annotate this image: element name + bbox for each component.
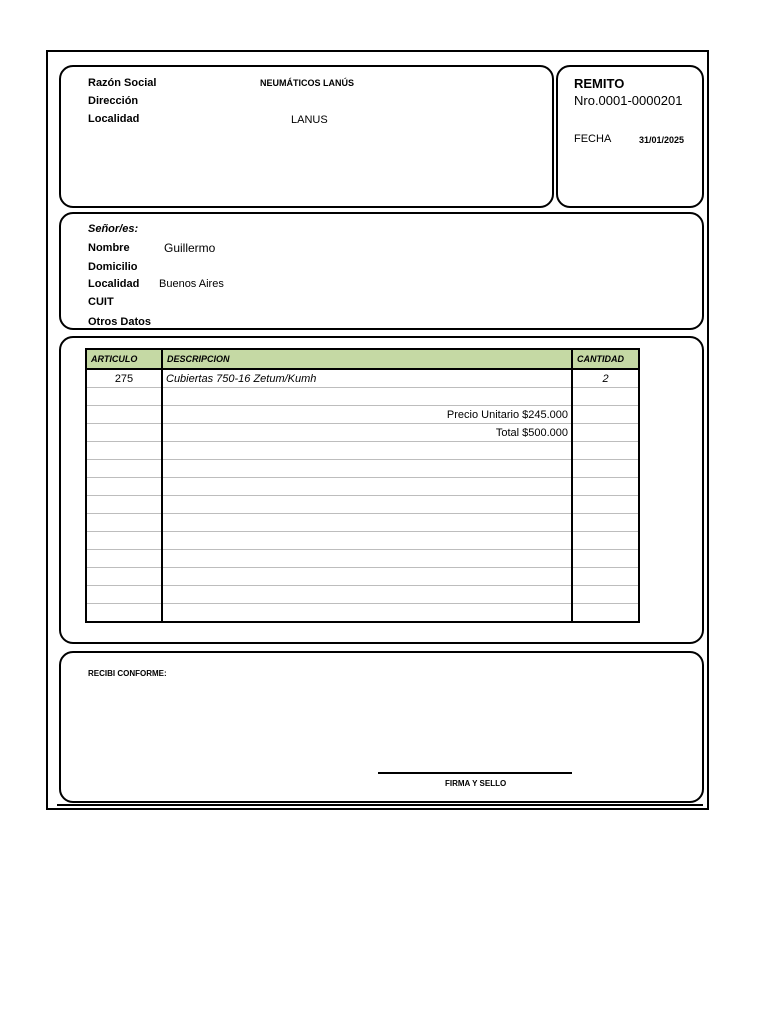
table-row	[86, 604, 639, 623]
articulo-cell	[86, 532, 162, 550]
cantidad-cell	[572, 406, 639, 424]
razon-social-value: NEUMÁTICOS LANÚS	[260, 78, 354, 88]
descripcion-cell	[162, 496, 572, 514]
descripcion-cell: Total $500.000	[162, 424, 572, 442]
localidad-label: Localidad	[88, 113, 140, 125]
remito-number: Nro.0001-0000201	[574, 93, 683, 108]
cantidad-cell	[572, 388, 639, 406]
table-row	[86, 442, 639, 460]
table-row	[86, 514, 639, 532]
articulo-cell	[86, 442, 162, 460]
table-row	[86, 568, 639, 586]
articulo-cell	[86, 604, 162, 623]
articulo-header: ARTICULO	[86, 349, 162, 369]
firma-y-sello-label: FIRMA Y SELLO	[445, 779, 507, 788]
table-row	[86, 388, 639, 406]
descripcion-header: DESCRIPCION	[162, 349, 572, 369]
descripcion-cell	[162, 460, 572, 478]
direccion-label: Dirección	[88, 95, 139, 107]
table-row	[86, 550, 639, 568]
articulo-cell	[86, 586, 162, 604]
descripcion-cell	[162, 604, 572, 623]
cantidad-cell	[572, 532, 639, 550]
descripcion-cell	[162, 532, 572, 550]
cantidad-cell: 2	[572, 369, 639, 388]
descripcion-cell	[162, 478, 572, 496]
articulo-cell: 275	[86, 369, 162, 388]
cantidad-cell	[572, 424, 639, 442]
remito-title: REMITO	[574, 76, 625, 91]
articulo-cell	[86, 550, 162, 568]
table-row	[86, 586, 639, 604]
table-row	[86, 460, 639, 478]
client-localidad-value: Buenos Aires	[159, 278, 224, 290]
articulo-cell	[86, 514, 162, 532]
recibi-conforme-label: RECIBI CONFORME:	[88, 669, 167, 678]
client-box	[59, 212, 704, 330]
client-heading: Señor/es:	[88, 223, 139, 235]
table-row	[86, 406, 639, 424]
cantidad-cell	[572, 604, 639, 623]
nombre-value: Guillermo	[164, 241, 216, 255]
articulo-cell	[86, 388, 162, 406]
articulo-cell	[86, 406, 162, 424]
items-table	[85, 348, 640, 623]
signature-line	[378, 772, 572, 774]
cantidad-cell	[572, 442, 639, 460]
cantidad-cell	[572, 496, 639, 514]
cantidad-cell	[572, 550, 639, 568]
articulo-cell	[86, 424, 162, 442]
domicilio-label: Domicilio	[88, 261, 138, 273]
nombre-label: Nombre	[88, 242, 130, 254]
cantidad-cell	[572, 478, 639, 496]
table-row	[86, 424, 639, 442]
cantidad-cell	[572, 460, 639, 478]
items-header-row	[86, 349, 639, 369]
descripcion-cell	[162, 550, 572, 568]
descripcion-cell	[162, 388, 572, 406]
fecha-value: 31/01/2025	[639, 135, 685, 145]
descripcion-cell	[162, 586, 572, 604]
descripcion-cell	[162, 514, 572, 532]
articulo-cell	[86, 496, 162, 514]
articulo-cell	[86, 568, 162, 586]
table-row	[86, 532, 639, 550]
razon-social-label: Razón Social	[88, 77, 157, 89]
table-row	[86, 496, 639, 514]
cantidad-cell	[572, 514, 639, 532]
otros-datos-label: Otros Datos	[88, 316, 151, 328]
articulo-cell	[86, 460, 162, 478]
fecha-label: FECHA	[574, 133, 612, 145]
descripcion-cell: Cubiertas 750-16 Zetum/Kumh	[162, 369, 572, 388]
cantidad-cell	[572, 568, 639, 586]
table-row	[86, 478, 639, 496]
cantidad-cell	[572, 586, 639, 604]
cantidad-header: CANTIDAD	[572, 349, 639, 369]
localidad-value: LANUS	[291, 114, 328, 126]
descripcion-cell: Precio Unitario $245.000	[162, 406, 572, 424]
sheet-bottom-rule	[57, 804, 703, 806]
descripcion-cell	[162, 442, 572, 460]
articulo-cell	[86, 478, 162, 496]
cuit-label: CUIT	[88, 296, 114, 308]
table-row	[86, 369, 639, 388]
client-localidad-label: Localidad	[88, 278, 140, 290]
descripcion-cell	[162, 568, 572, 586]
